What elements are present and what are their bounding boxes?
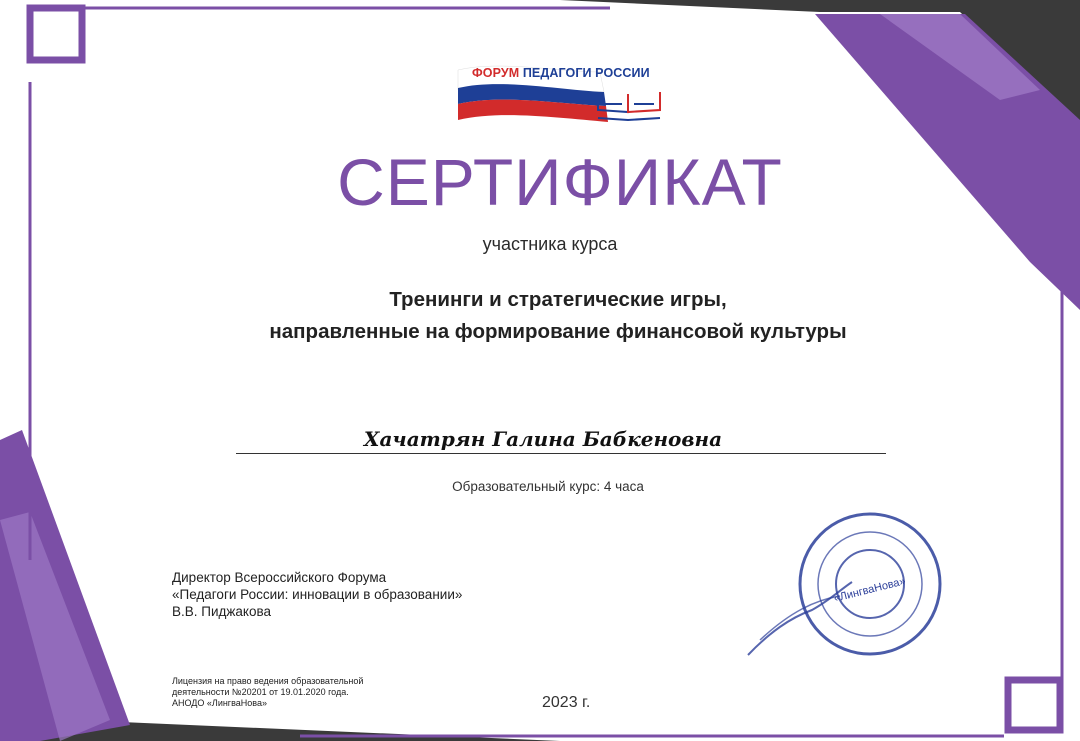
director-block	[172, 569, 462, 620]
logo-text-rest: ПЕДАГОГИ РОССИИ	[519, 66, 650, 80]
name-underline	[236, 453, 886, 454]
director-line2: «Педагоги России: инновации в образовании»	[172, 587, 463, 602]
director-line3: В.В. Пиджакова	[172, 604, 272, 619]
license-block	[172, 676, 363, 709]
license-line1: Лицензия на право ведения образовательной	[172, 676, 364, 686]
director-line1: Директор Всероссийского Форума	[172, 570, 387, 585]
course-title-line1: Тренинги и стратегические игры,	[389, 288, 727, 311]
logo-text	[472, 66, 650, 80]
stamp-center-text: «ЛингваНова»	[832, 575, 907, 605]
course-title	[0, 284, 1080, 348]
license-line2: деятельности №20201 от 19.01.2020 года.	[172, 687, 349, 697]
square-bottom-right	[1008, 680, 1060, 730]
certificate-title: СЕРТИФИКАТ	[337, 145, 783, 219]
course-duration: Образовательный курс: 4 часа	[452, 479, 644, 494]
license-line3: АНОДО «ЛингваНова»	[172, 698, 267, 708]
logo-book-icon	[598, 92, 660, 120]
logo-text-forum: ФОРУМ	[472, 66, 520, 80]
certificate-subtitle: участника курса	[482, 234, 618, 254]
square-top-left	[30, 8, 82, 60]
recipient-name: Хачатрян Галина Бабкеновна	[363, 427, 723, 451]
stamp-seal	[748, 514, 940, 655]
course-title-line2: направленные на формирование финансовой культуры	[269, 320, 847, 343]
certificate-year: 2023 г.	[542, 694, 591, 711]
